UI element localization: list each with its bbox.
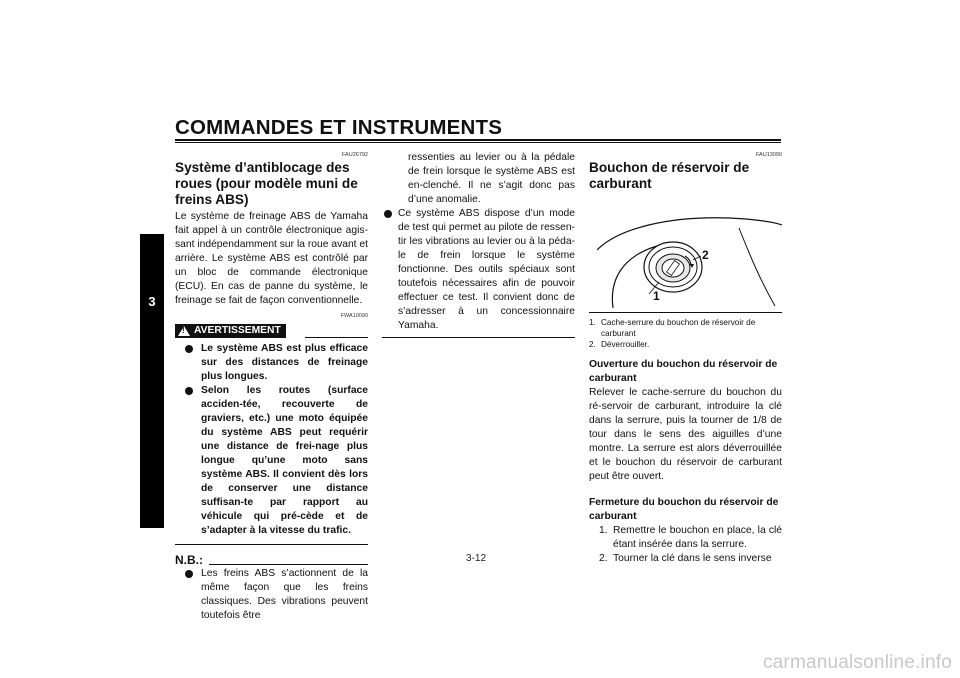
section-code: FAU13090 (756, 152, 782, 158)
abs-list (382, 207, 575, 333)
section-title-abs: Système d’antiblocage des roues (pour modèle muni de freins ABS) (175, 160, 358, 207)
note-list-continued (382, 151, 575, 207)
warning-header (175, 324, 368, 342)
warning-badge (175, 324, 286, 338)
list-item: Le système ABS est plus efficace sur des distances de freinage plus longues. (175, 342, 368, 384)
chapter-tab (140, 234, 164, 528)
bullet-icon (185, 387, 193, 395)
caption-rule (589, 312, 782, 313)
abs-body: Le système de freinage ABS de Yamaha fait appel à un contrôle électronique agis-sant indépendamment sur la roue avant et arrière. Le système ABS est contrôlé par un bloc de commande électronique (ECU). En cas de panne du système, le freinage se fait de façon conventionnelle. (175, 211, 368, 306)
list-item: 2. Tourner la clé dans le sens inverse (599, 553, 772, 564)
bullet-icon (185, 570, 193, 578)
warning-list (175, 342, 368, 538)
caption-item: 2. Déverrouiller. (589, 340, 650, 349)
warning-end-rule (175, 544, 368, 545)
warning-label: AVERTISSEMENT (194, 325, 281, 336)
page-title: COMMANDES ET INSTRUMENTS (175, 116, 503, 139)
close-cap-title: Fermeture du bouchon du réservoir de carburant (589, 497, 779, 522)
list-item: Ce système ABS dispose d’un mode de test qui permet au pilote de ressen-tir les vibrations au levier ou à la péda-le de frein lorsque le système fonctionne. Des outils spéciaux sont toutefois nécessaires afin de pouvoir effectuer ce test. Il convient donc de s’adresser à un concessionnaire Yamaha. (382, 207, 575, 333)
caption-item: 1. Cache-serrure du bouchon de réservoir de carburant (589, 318, 756, 338)
note-label: N.B.: (175, 553, 203, 567)
figure-captions (589, 317, 782, 350)
callout-1: 1 (653, 289, 660, 303)
chapter-number: 3 (148, 294, 156, 309)
bullet-icon (185, 345, 193, 353)
open-cap-body: Relever le cache-serrure du bouchon du ré-servoir de carburant, introduire la clé dans la serrure, puis la tourner de 1/8 de tour dans le sens des aiguilles d’une montre. La serrure est alors déverrouillée et le bouchon du réservoir de carburant peut être ouvert. (589, 387, 782, 482)
note-header (175, 553, 368, 567)
column-3 (589, 152, 782, 566)
bullet-icon (384, 210, 392, 218)
callout-2: 2 (702, 248, 709, 262)
watermark: carmanualsonline.info (762, 652, 952, 673)
header-rule-thin (175, 142, 781, 143)
note-list (175, 567, 368, 623)
header-rule (175, 139, 781, 141)
fuel-cap-illustration (589, 198, 782, 308)
section-code: FAU26792 (342, 152, 368, 158)
list-item: 1. Remettre le bouchon en place, la clé étant insérée dans la serrure. (599, 525, 782, 550)
note-end-rule (382, 337, 575, 338)
fuel-cap-drawing (589, 198, 782, 308)
list-item: Selon les routes (surface acciden-tée, recouverte de graviers, etc.) une moto équipée du système ABS peut requérir une distance de frei-nage plus longue qu’une moto sans système ABS. Il convient dès lors de conserver une distance suffisan-te par rapport au véhicule qui pré-cède et de s’adapter à la vitesse du trafic. (175, 384, 368, 538)
warning-code: FWA10090 (340, 313, 368, 319)
close-cap-steps (589, 524, 782, 566)
column-1 (175, 152, 368, 623)
note-rule (209, 564, 368, 565)
warning-rule (305, 337, 368, 338)
list-item: ressenties au levier ou à la pédale de frein lorsque le système ABS est en-clenché. Il ne s’agit donc pas d’une anomalie. (408, 152, 575, 205)
column-2 (382, 151, 575, 338)
warning-icon (178, 326, 190, 336)
page-number: 3-12 (466, 553, 487, 564)
open-cap-title: Ouverture du bouchon du réservoir de carburant (589, 359, 778, 384)
section-title-fuel-cap: Bouchon de réservoir de carburant (589, 160, 750, 191)
list-item: Les freins ABS s’actionnent de la même façon que les freins classiques. Des vibrations peuvent toutefois être (175, 567, 368, 623)
